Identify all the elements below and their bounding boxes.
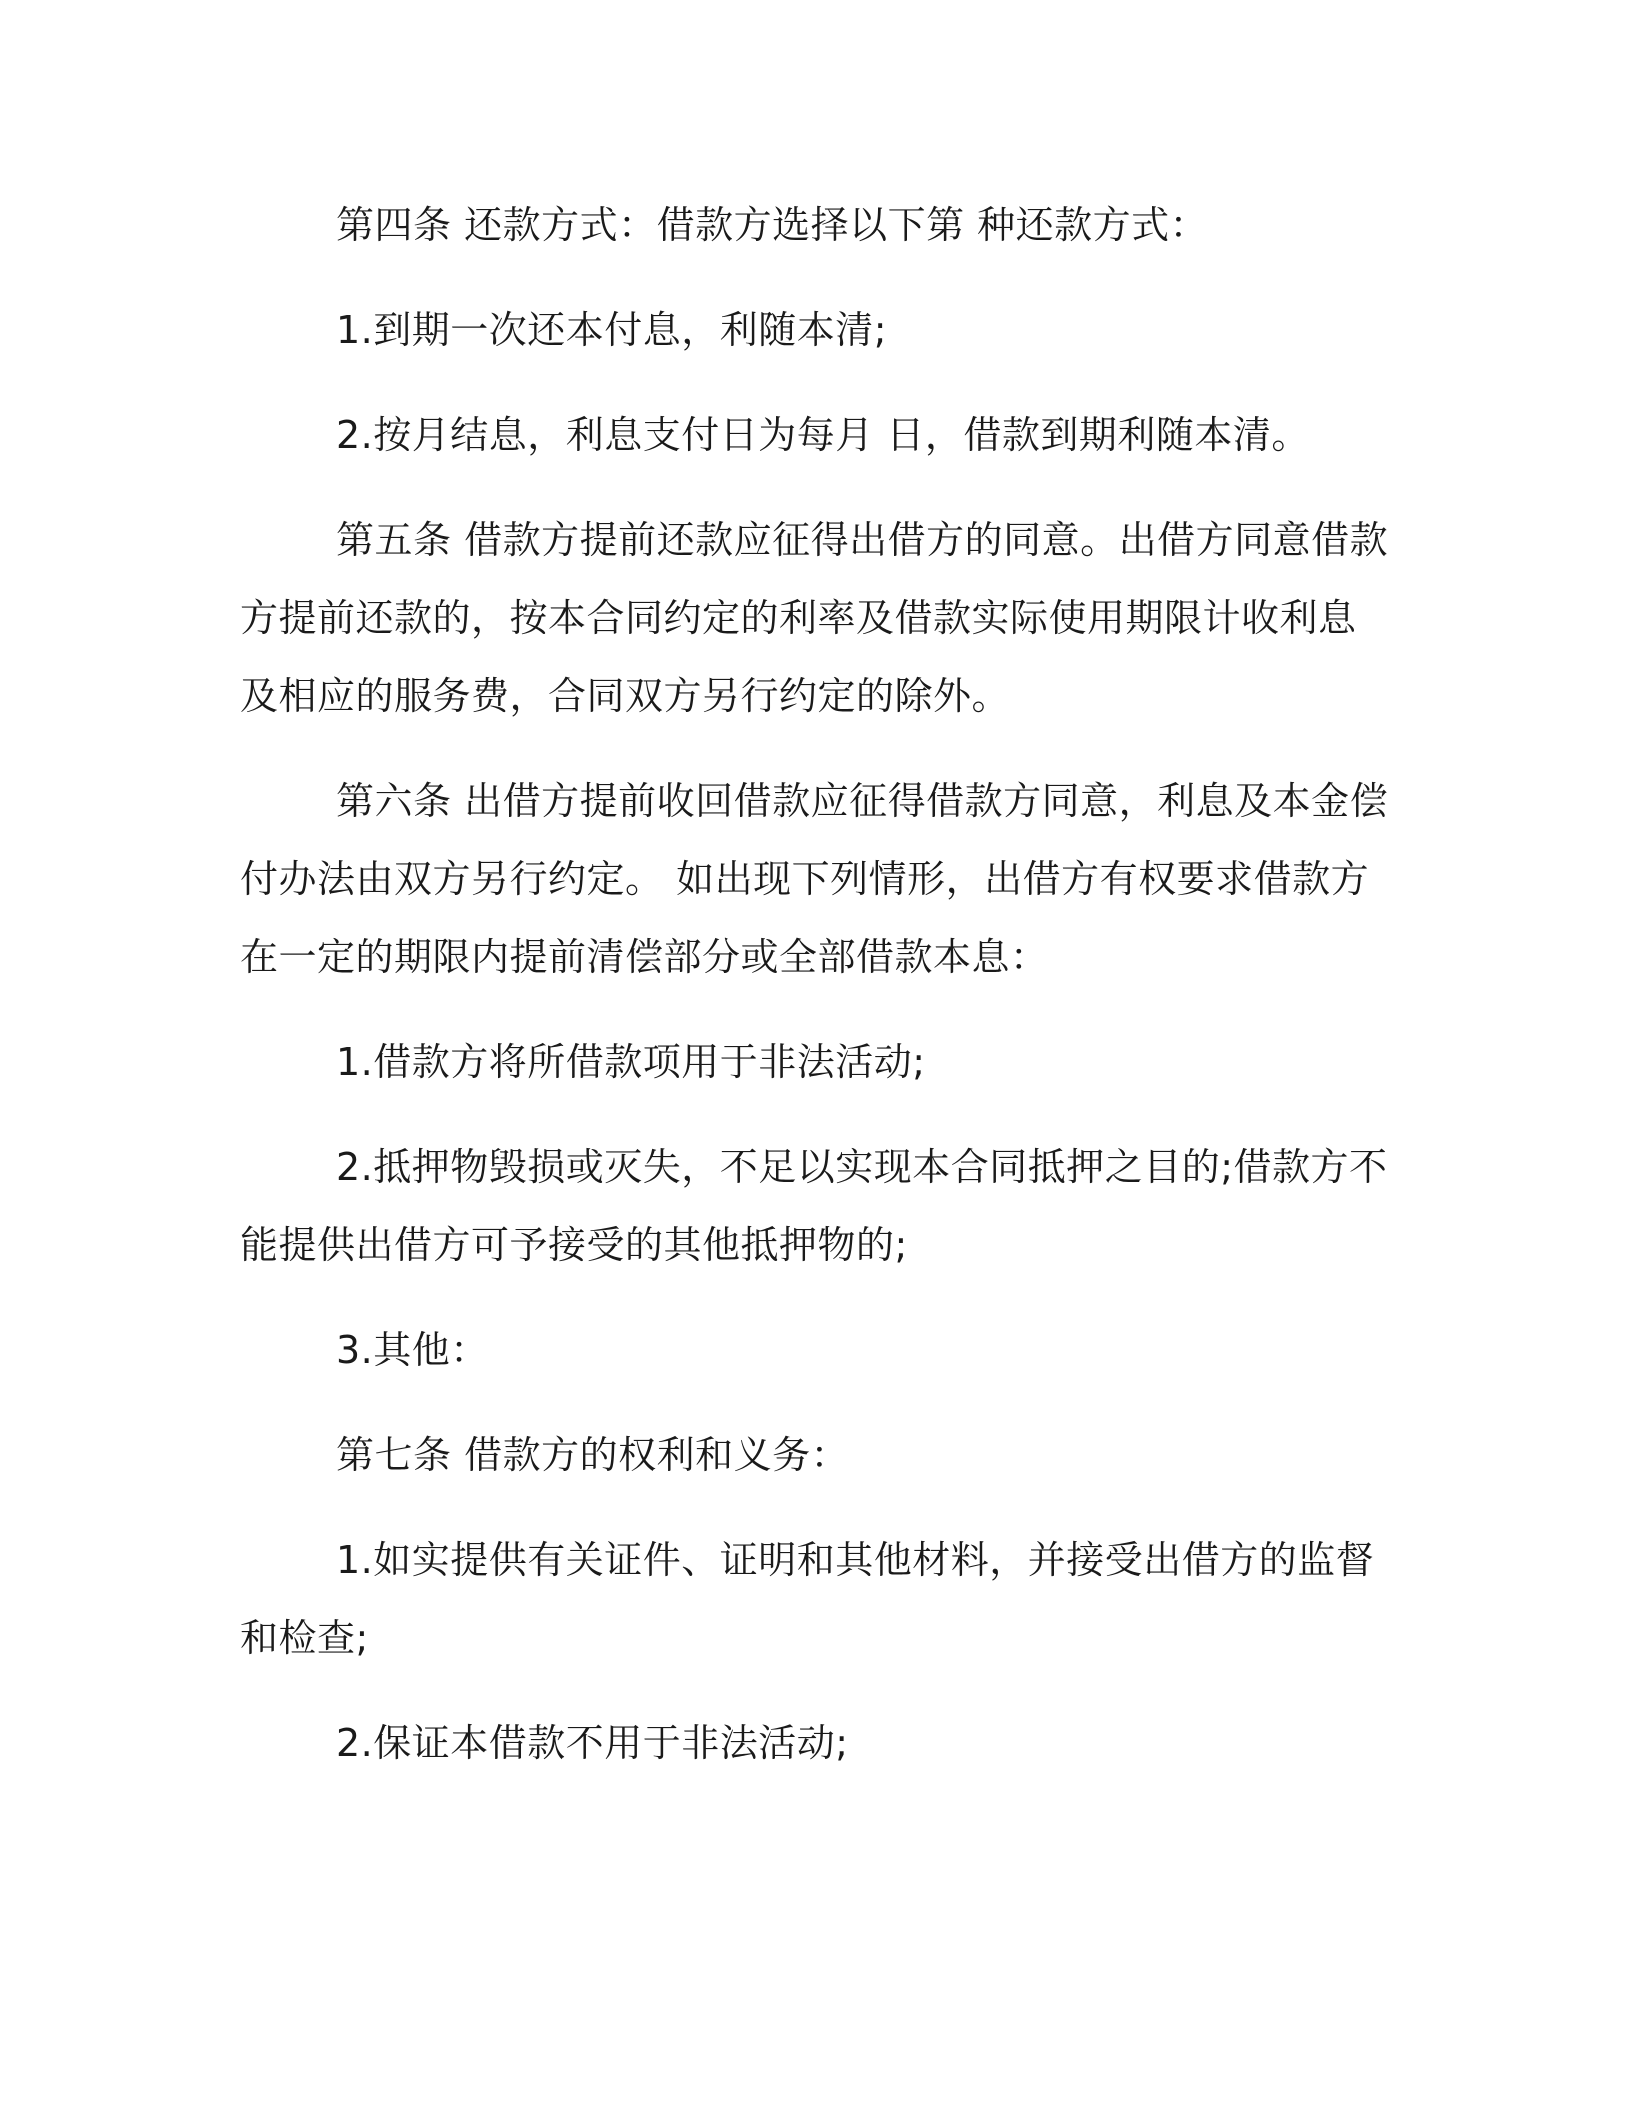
- clause-4-repayment-method: 第四条 还款方式：借款方选择以下第 种还款方式：: [336, 203, 1209, 247]
- clause-5-early-repayment: 第五条 借款方提前还款应征得出借方的同意。出借方同意借款方提前还款的，按本合同约定的利率及借款实际使用期限计收利息及相应的服务费，合同双方另行约定的除外。: [240, 518, 1389, 718]
- repayment-option-1: 1.到期一次还本付息，利随本清;: [336, 308, 888, 352]
- recall-condition-3: 3.其他：: [336, 1328, 489, 1372]
- borrower-duty-1: 1.如实提供有关证件、证明和其他材料，并接受出借方的监督和检查;: [240, 1538, 1375, 1660]
- repayment-option-2: 2.按月结息，利息支付日为每月 日，借款到期利随本清。: [336, 413, 1310, 457]
- clause-7-borrower-rights: 第七条 借款方的权利和义务：: [336, 1433, 850, 1477]
- document-body: [240, 186, 1390, 1809]
- recall-condition-1: 1.借款方将所借款项用于非法活动;: [336, 1040, 926, 1084]
- clause-6-early-recall: 第六条 出借方提前收回借款应征得借款方同意，利息及本金偿付办法由双方另行约定。 如出现下列情形，出借方有权要求借款方在一定的期限内提前清偿部分或全部借款本息：: [240, 779, 1389, 979]
- borrower-duty-2: 2.保证本借款不用于非法活动;: [336, 1721, 849, 1765]
- recall-condition-2: 2.抵押物毁损或灭失，不足以实现本合同抵押之目的;借款方不能提供出借方可予接受的其他抵押物的;: [240, 1145, 1388, 1267]
